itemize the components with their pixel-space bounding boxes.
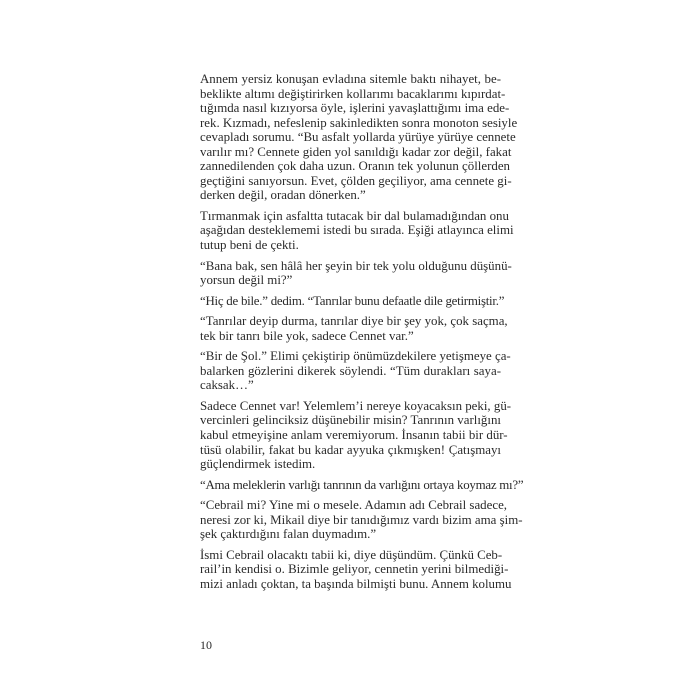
text-line: İsmi Cebrail olacaktı tabii ki, diye düşündüm. Çünkü Ceb-	[200, 547, 503, 562]
paragraph	[200, 208, 514, 253]
paragraph	[200, 477, 524, 493]
text-line: şek çaktırdığını falan duymadım.”	[200, 527, 377, 542]
paragraph	[200, 72, 518, 203]
text-line: “Bana bak, sen hâlâ her şeyin bir tek yolu olduğunu düşünü-	[200, 258, 512, 273]
paragraph	[200, 547, 512, 592]
text-line: tutup beni de çekti.	[200, 238, 299, 253]
paragraph	[200, 349, 511, 393]
text-line: balarken gözlerini dikerek söylendi. “Tüm durakları saya-	[200, 363, 501, 378]
text-line: Annem yersiz konuşan evladına sitemle baktı nihayet, be-	[200, 72, 501, 86]
text-line: neresi zor ki, Mikail diye bir tanıdığımız vardı bizim ama şim-	[200, 512, 523, 527]
text-line: “Bir de Şol.” Elimi çekiştirip önümüzdekilere yetişmeye ça-	[200, 349, 511, 364]
text-line: “Ama meleklerin varlığı tanrının da varlığını ortaya koymaz mı?”	[200, 477, 524, 492]
paragraph	[200, 398, 512, 472]
text-line: vercinleri gelinciksiz düşünebilir misin? Tanrının varlığını	[200, 413, 501, 428]
text-line: zannedilenden çok daha uzun. Oranın tek yolunun çöllerden	[200, 159, 510, 174]
text-line: aşağıdan desteklememi istedi bu sırada. Eşiği atlayınca elimi	[200, 223, 514, 238]
paragraph	[200, 498, 523, 542]
text-line: cevapladı sorumu. “Bu asfalt yollarda yürüye yürüye cennete	[200, 130, 516, 145]
text-line: rail’in kendisi o. Bizimle geliyor, cennetin yerini bilmediği-	[200, 562, 509, 577]
text-line: Sadece Cennet var! Yelemlem’i nereye koyacaksın peki, gü-	[200, 398, 512, 413]
text-line: varılır mı? Cennete giden yol sanıldığı kadar zor değil, fakat	[200, 144, 512, 159]
text-line: tek bir tanrı bile yok, sadece Cennet var.”	[200, 328, 414, 343]
text-line: yorsun değil mi?”	[200, 273, 293, 288]
paragraph	[200, 258, 512, 288]
text-line: tığımda nasıl kızıyorsa öyle, işlerini yavaşlattığımı ima ede-	[200, 101, 510, 116]
book-page-body	[200, 72, 524, 598]
text-line: kabul etmeyişine anlam veremiyorum. İnsanın tabii bir dür-	[200, 428, 508, 443]
text-line: güçlendirmek istedim.	[200, 457, 316, 472]
text-line: caksak…”	[200, 378, 254, 393]
text-line: geçtiğini sanıyorsun. Evet, çölden geçiliyor, ama cennete gi-	[200, 173, 512, 188]
text-line: mizi anladı çoktan, ta başında bilmişti bunu. Annem kolumu	[200, 576, 512, 591]
paragraph	[200, 293, 505, 309]
text-line: “Cebrail mi? Yine mi o mesele. Adamın adı Cebrail sadece,	[200, 498, 508, 513]
page-number: 10	[200, 638, 212, 652]
text-line: Tırmanmak için asfaltta tutacak bir dal bulamadığından onu	[200, 208, 509, 223]
text-line: rek. Kızmadı, nefeslenip sakinledikten sonra monoton sesiyle	[200, 115, 518, 130]
text-line: derken değil, oradan dönerken.”	[200, 188, 366, 203]
text-line: tüsü olabilir, fakat bu kadar ayyuka çıkmışken! Çatışmayı	[200, 442, 501, 457]
text-line: “Tanrılar deyip durma, tanrılar diye bir şey yok, çok saçma,	[200, 314, 508, 329]
text-line: beklikte altımı değiştirirken kollarımı bacaklarımı kıpırdat-	[200, 86, 506, 101]
text-line: “Hiç de bile.” dedim. “Tanrılar bunu defaatle dile getirmiştir.”	[200, 293, 505, 308]
paragraph	[200, 314, 508, 343]
